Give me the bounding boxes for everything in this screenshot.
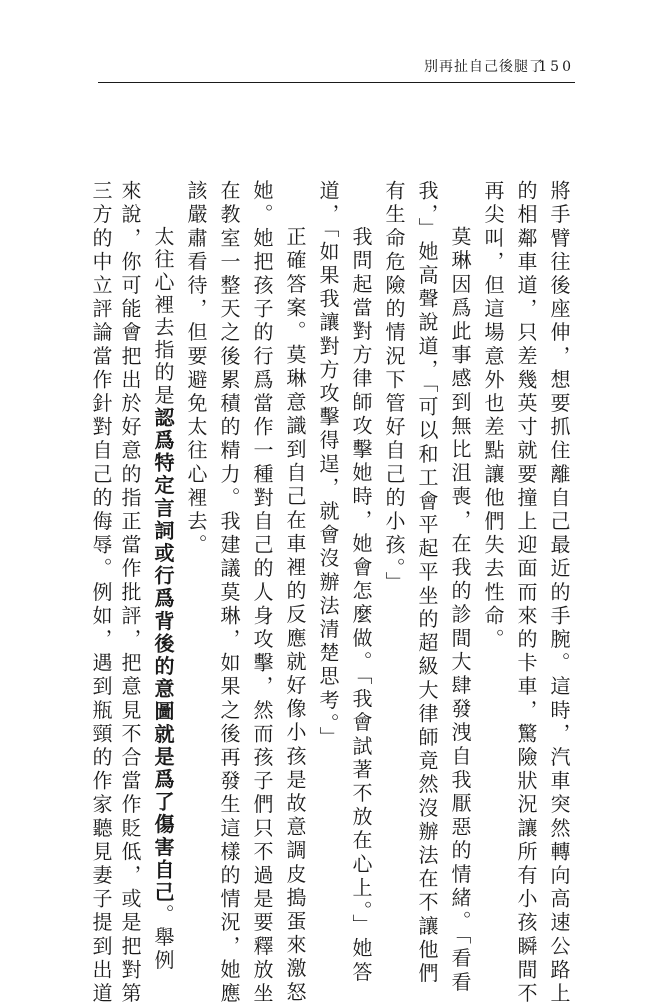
- text-column-10: 她。她把孩子的行爲當作一種對自己的人身攻擊，然而孩子們只不過是要釋放坐: [250, 180, 274, 1006]
- text-column-8: 道，「如果我讓對方攻擊得逞，就會沒辦法清楚思考。」: [316, 180, 340, 750]
- text-column-5: 我，」她高聲說道，「可以和工會平起平坐的超級大律師竟然沒辦法在不讓他們: [415, 180, 439, 986]
- page-header: [424, 57, 574, 77]
- emphasized-definition: 認爲特定言詞或行爲背後的意圖就是爲了傷害自己: [151, 406, 175, 905]
- text-column-14: 來說，你可能會把出於好意的指正當作批評，把意見不合當作貶低，或是把對第: [118, 180, 142, 1006]
- page-number: 150: [538, 59, 574, 75]
- text-column-4: 莫琳因爲此事感到無比沮喪，在我的診間大肆發洩自我厭惡的情緒。「看看: [448, 226, 472, 995]
- text-column-6: 有生命危險的情況下管好自己的小孩。」: [382, 180, 406, 595]
- text-column-11: 在教室一整天之後累積的精力。我建議莫琳，如果之後再發生這樣的情況，她應: [217, 180, 241, 1006]
- header-rule: [98, 82, 575, 83]
- book-title: 別再扯自己後腿了: [424, 59, 544, 75]
- text-column-7: 我問起當對方律師攻擊她時，她會怎麼做。「我會試著不放在心上。」她答: [349, 226, 373, 985]
- text-column-9: 正確答案。莫琳意識到自己在車裡的反應就好像小孩是故意調皮搗蛋來激怒: [283, 226, 307, 1005]
- text-column-13: [150, 180, 176, 972]
- text-run: 。舉例: [151, 904, 175, 972]
- text-column-12: 該嚴肅看待，但要避免太往心裡去。: [184, 180, 208, 558]
- text-column-3: 再尖叫，但這場意外也差點讓他們失去性命。: [481, 180, 505, 652]
- text-column-2: 的相鄰車道，只差幾英寸就要撞上迎面而來的卡車，驚險狀況讓所有小孩瞬間不: [514, 180, 538, 1006]
- body-text: [88, 180, 572, 1006]
- text-column-15: 三方的中立評論當作針對自己的侮辱。例如，遇到瓶頸的作家聽見妻子提到出道: [89, 180, 113, 1006]
- text-column-1: 將手臂往後座伸，想要抓住離自己最近的手腕。這時，汽車突然轉向高速公路上: [547, 180, 571, 1006]
- text-run: 太往心裡去指的是: [151, 226, 175, 407]
